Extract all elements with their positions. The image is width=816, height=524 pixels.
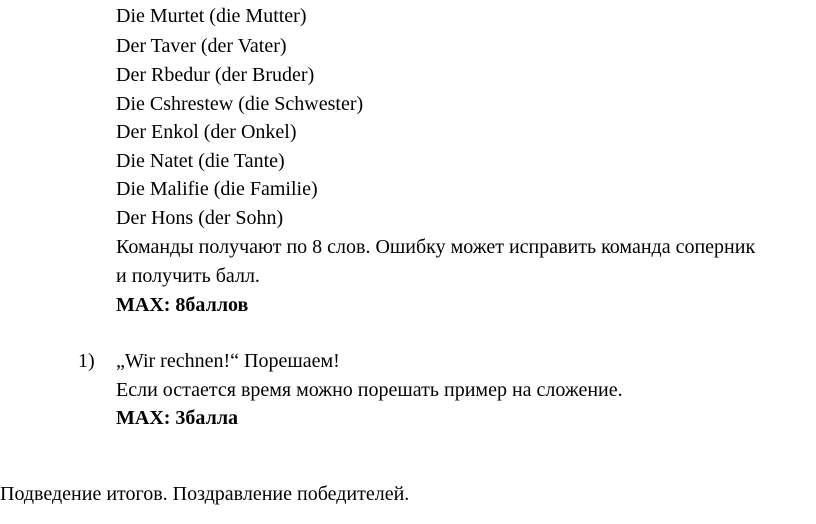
word-pair-1: Die Murtet (die Mutter)	[116, 5, 307, 27]
task1-description-line1: Команды получают по 8 слов. Ошибку может исправить команда соперник	[116, 236, 756, 258]
word-pair-7: Die Malifie (die Familie)	[116, 178, 318, 200]
task1-description-line2: и получить балл.	[116, 265, 260, 287]
task2-title: „Wir rechnen!“ Порешаем!	[116, 350, 340, 372]
task2-description: Если остается время можно порешать пример на сложение.	[116, 379, 623, 401]
task1-max-score: MAX: 8баллов	[116, 294, 249, 316]
task2-max-score: MAX: 3балла	[116, 407, 239, 429]
word-pair-2: Der Taver (der Vater)	[116, 35, 287, 57]
closing-text: Подведение итогов. Поздравление победителей.	[0, 483, 410, 505]
word-pair-3: Der Rbedur (der Bruder)	[116, 64, 315, 86]
word-pair-8: Der Hons (der Sohn)	[116, 207, 284, 229]
task2-number: 1)	[78, 350, 95, 372]
word-pair-5: Der Enkol (der Onkel)	[116, 121, 297, 143]
word-pair-4: Die Cshrestew (die Schwester)	[116, 93, 364, 115]
word-pair-6: Die Natet (die Tante)	[116, 150, 285, 172]
